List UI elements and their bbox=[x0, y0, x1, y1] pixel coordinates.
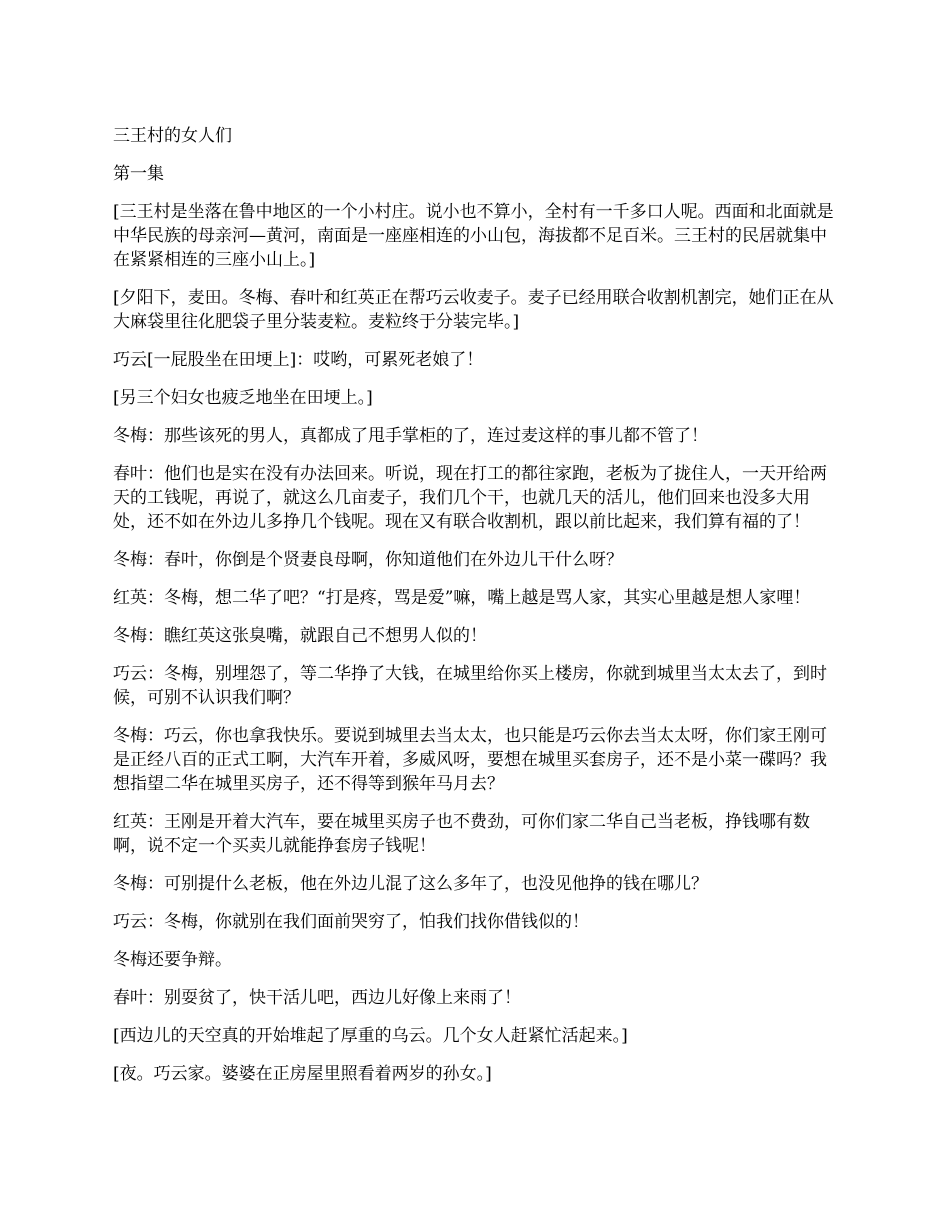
paragraph: 冬梅：瞧红英这张臭嘴，就跟自己不想男人似的！ bbox=[113, 626, 487, 646]
paragraph: [夕阳下，麦田。冬梅、春叶和红英正在帮巧云收麦子。麦子已经用联合收割机割完，她们正在从大麻袋里往化肥袋子里分装麦粒。麦粒终于分装完毕。] bbox=[113, 288, 834, 332]
document-page bbox=[113, 124, 843, 1100]
document-title: 三王村的女人们 bbox=[113, 126, 232, 146]
paragraph: 春叶：他们也是实在没有办法回来。听说，现在打工的都往家跑，老板为了拢住人，一天开给两天的工钱呢，再说了，就这么几亩麦子，我们几个干，也就几天的活儿，他们回来也没多大用处，还不如在外边儿多挣几个钱呢。现在又有联合收割机，跟以前比起来，我们算有福的了！ bbox=[113, 464, 827, 532]
paragraph: [夜。巧云家。婆婆在正房屋里照看着两岁的孙女。] bbox=[113, 1064, 492, 1084]
paragraph: 红英：王刚是开着大汽车，要在城里买房子也不费劲，可你们家二华自己当老板，挣钱哪有数啊，说不定一个买卖儿就能挣套房子钱呢！ bbox=[113, 812, 810, 856]
paragraph: 冬梅：巧云，你也拿我快乐。要说到城里去当太太，也只能是巧云你去当太太呀，你们家王刚可是正经八百的正式工啊，大汽车开着，多威风呀，要想在城里买套房子，还不是小菜一碟吗？我想指望二华在城里买房子，还不得等到猴年马月去？ bbox=[113, 726, 827, 794]
paragraph: 冬梅：春叶，你倒是个贤妻良母啊，你知道他们在外边儿干什么呀？ bbox=[113, 550, 623, 570]
paragraph: [三王村是坐落在鲁中地区的一个小村庄。说小也不算小，全村有一千多口人呢。西面和北面就是中华民族的母亲河—黄河，南面是一座座相连的小山包，海拔都不足百米。三王村的民居就集中在紧紧相连的三座小山上。] bbox=[113, 202, 834, 270]
paragraph: 冬梅还要争辩。 bbox=[113, 950, 232, 970]
paragraph: [另三个妇女也疲乏地坐在田埂上。] bbox=[113, 388, 373, 408]
paragraph: 冬梅：那些该死的男人，真都成了甩手掌柜的了，连过麦这样的事儿都不管了！ bbox=[113, 426, 708, 446]
paragraph: [西边儿的天空真的开始堆起了厚重的乌云。几个女人赶紧忙活起来。] bbox=[113, 1026, 628, 1046]
paragraph: 红英：冬梅，想二华了吧？“打是疼，骂是爱”嘛，嘴上越是骂人家，其实心里越是想人家哩！ bbox=[113, 588, 811, 608]
paragraph: 春叶：别耍贫了，快干活儿吧，西边儿好像上来雨了！ bbox=[113, 988, 521, 1008]
paragraph: 巧云：冬梅，别埋怨了，等二华挣了大钱，在城里给你买上楼房，你就到城里当太太去了，到时候，可别不认识我们啊？ bbox=[113, 664, 827, 708]
paragraph: 巧云：冬梅，你就别在我们面前哭穷了，怕我们找你借钱似的！ bbox=[113, 912, 589, 932]
paragraph: 冬梅：可别提什么老板，他在外边儿混了这么多年了，也没见他挣的钱在哪儿？ bbox=[113, 874, 708, 894]
episode-heading: 第一集 bbox=[113, 164, 164, 184]
paragraph: 巧云[一屁股坐在田埂上]：哎哟，可累死老娘了！ bbox=[113, 350, 484, 370]
